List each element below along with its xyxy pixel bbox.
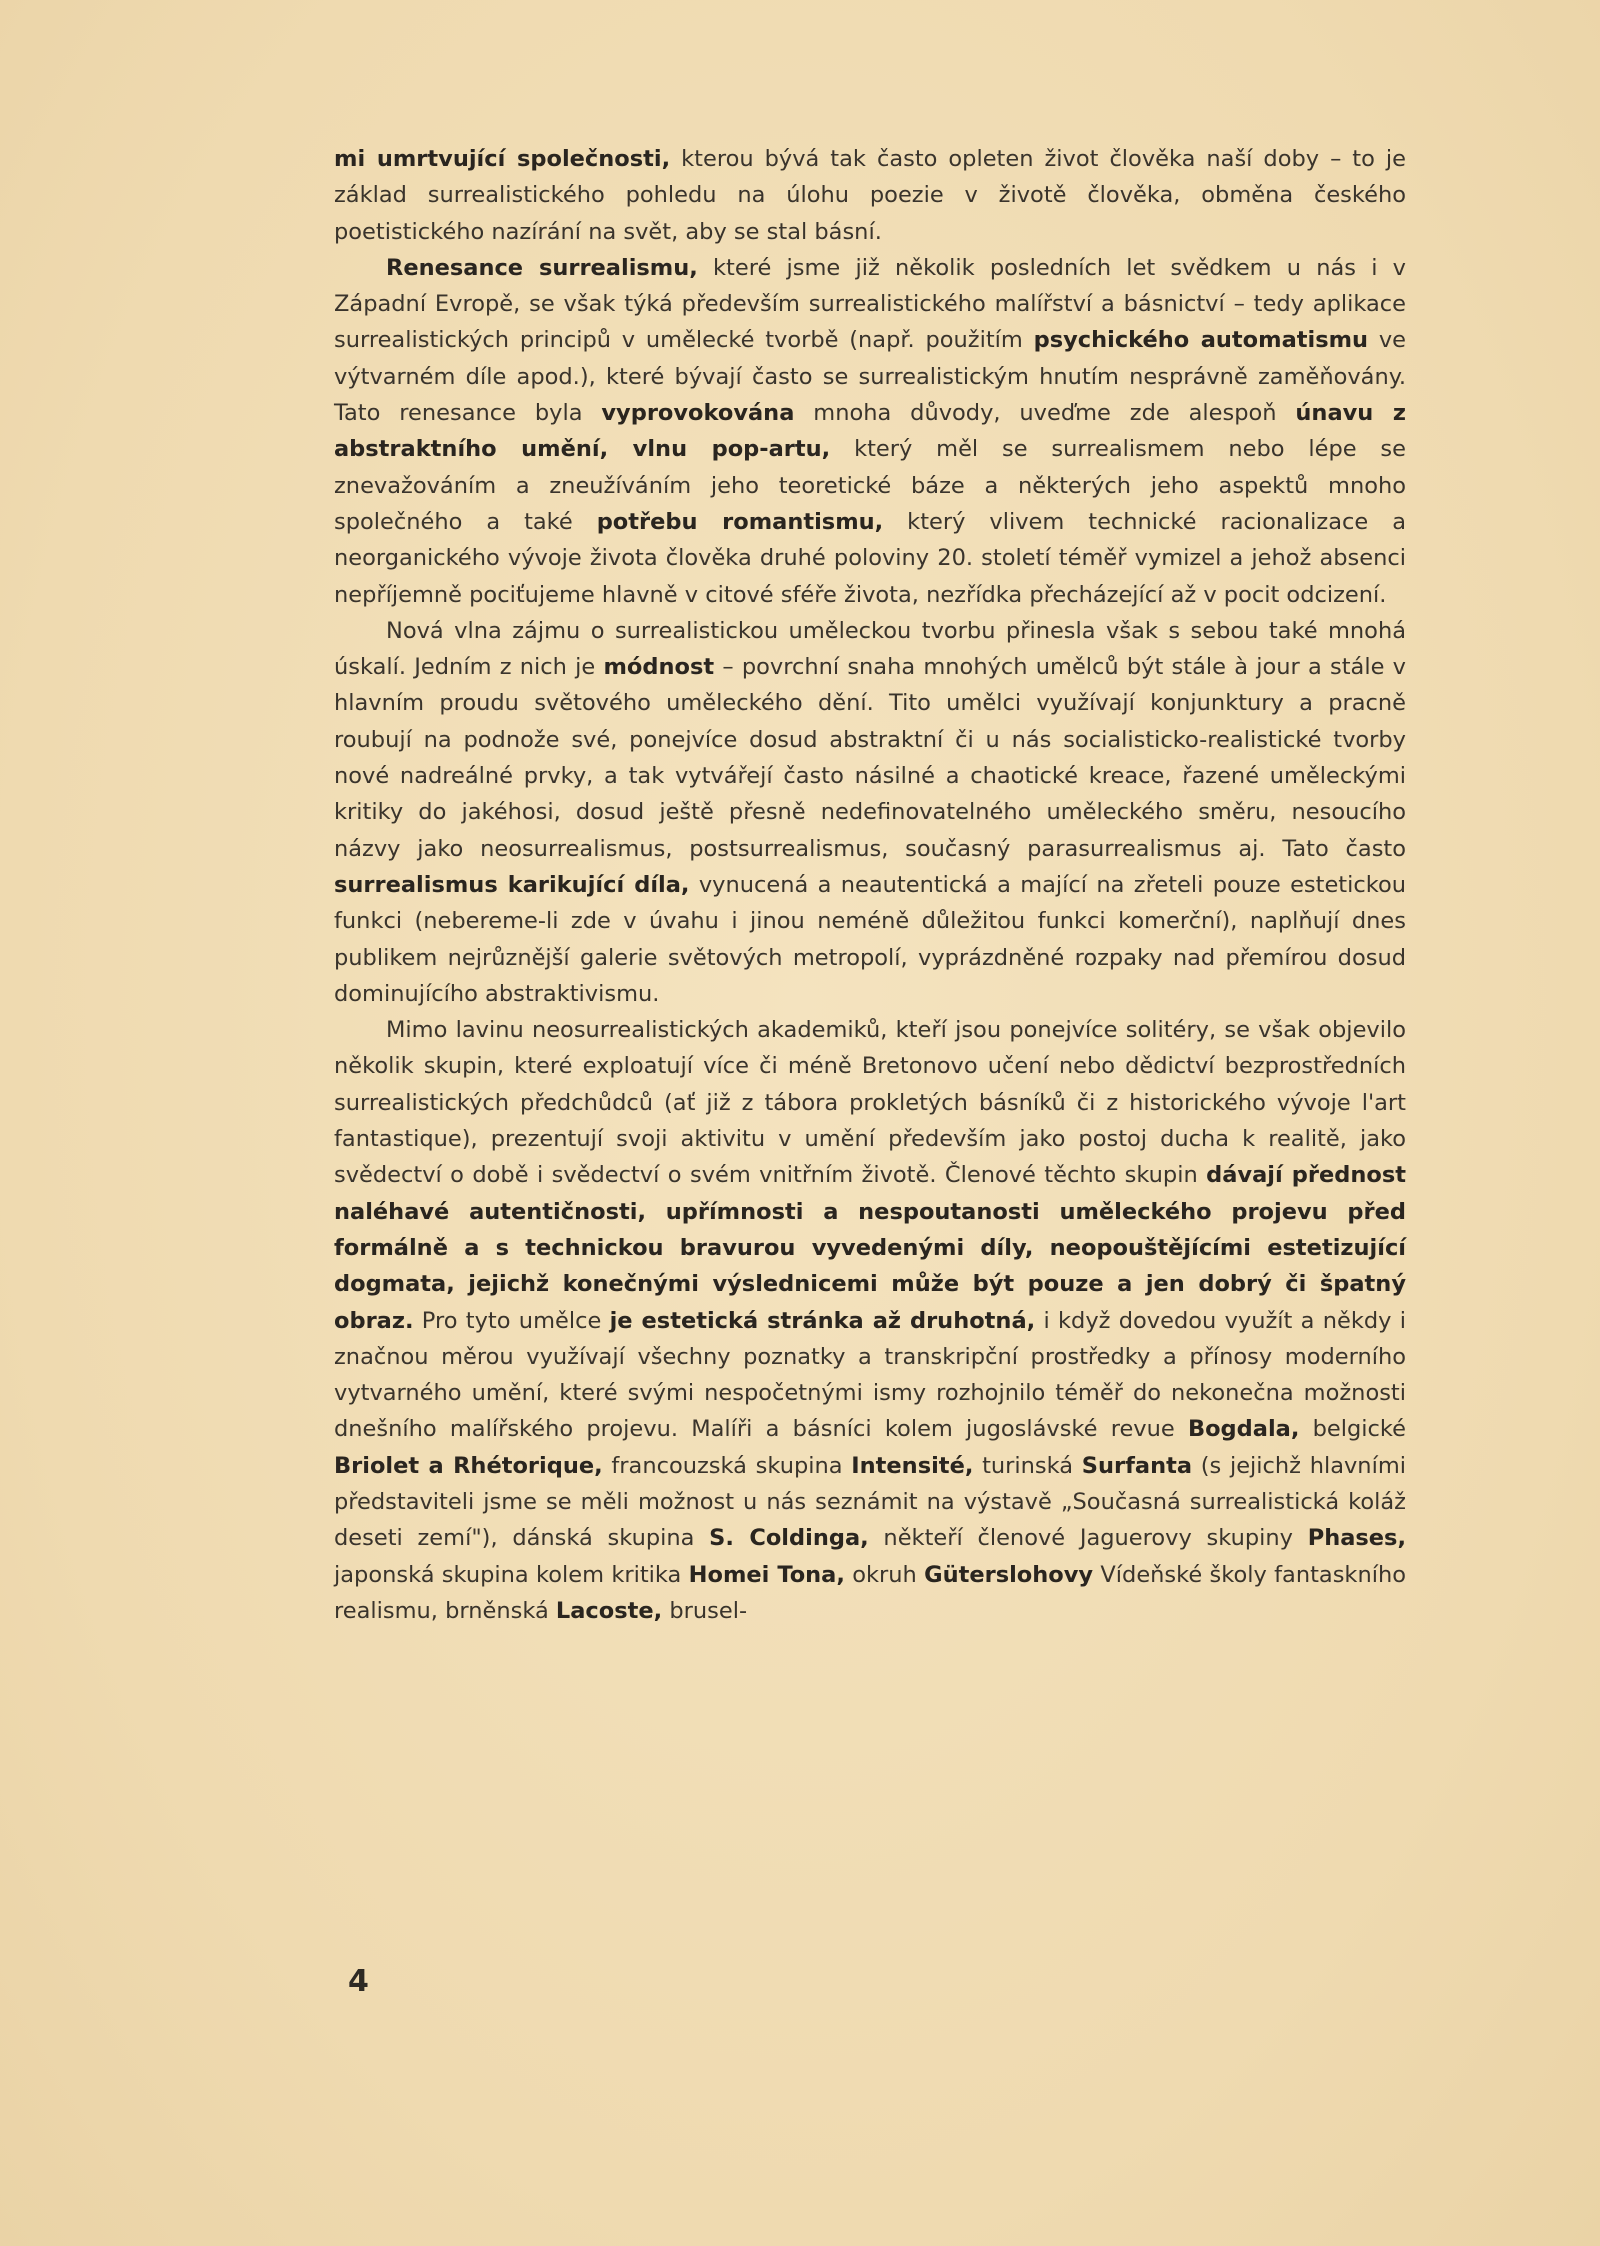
paragraph (334, 250, 1406, 613)
text-run: i když dovedou využít a někdy i značnou měrou využívají všechny poznatky a transkripční prostředky a přínosy moderního vytvarného umění, které svými nespočetnými ismy rozhojnilo téměř do nekonečna možnosti dnešního malířského projevu. Malíři a básníci kolem jugoslávské revue (334, 1307, 1406, 1443)
bold-run: únavu z abstraktního umění, vlnu pop-artu, (334, 400, 1406, 463)
text-run: francouzská skupina (602, 1452, 852, 1479)
bold-run: Lacoste, (555, 1597, 663, 1624)
text-run: – povrchní snaha mnohých umělců být stále à jour a stále v hlavním proudu světového uměleckého dění. Tito umělci využívají konjunktury a pracně roubují na podnože své, ponejvíce dosud abstraktní či u nás socialisticko-realistické tvorby nové nadreálné prvky, a tak vytvářejí často násilné a chaotické kreace, řazené uměleckými kritiky do jakéhosi, dosud ještě přesně nedefinovatelného uměleckého směru, nesoucího názvy jako neosurrealismus, postsurrealismus, současný parasurrealismus aj. Tato často (334, 654, 1406, 862)
text-run: okruh (844, 1561, 925, 1588)
text-run: který vlivem technické racionalizace a neorganického vývoje života člověka druhé poloviny 20. století téměř vymizel a jehož absenci nepříjemně pociťujeme hlavně v citové sféře života, nezřídka přecházející až v pocit odcizení. (334, 508, 1406, 608)
bold-run: mi umrtvující společnosti, (334, 146, 671, 172)
body-text (334, 141, 1406, 1629)
text-run: belgické (1299, 1416, 1406, 1443)
text-run: které jsme již několik posledních let svědkem u nás i v Západní Evropě, se však týká především surrealistického malířství a básnictví – tedy aplikace surrealistických principů v umělecké tvorbě (např. použitím (334, 254, 1406, 354)
bold-run: Güterslohovy (924, 1561, 1094, 1588)
page-number: 4 (348, 1964, 369, 1999)
bold-run: Homei Tona, (688, 1561, 845, 1588)
bold-run: vyprovokována (601, 400, 795, 427)
bold-run: Intensité, (851, 1452, 974, 1479)
bold-run: Surfanta (1081, 1452, 1193, 1479)
text-run: vynucená a neautentická a mající na zřeteli pouze estetickou funkci (nebereme-li zde v úvahu i jinou neméně důležitou funkci komerční), naplňují dnes publikem nejrůznější galerie světových metropolí, vyprázdněné rozpaky nad přemírou dosud dominujícího abstraktivismu. (334, 871, 1406, 1007)
text-run: někteří členové Jaguerovy skupiny (868, 1525, 1308, 1552)
paragraph (334, 613, 1406, 1012)
bold-run: Briolet a Rhétorique, (334, 1452, 603, 1479)
bold-run: potřebu romantismu, (596, 508, 884, 535)
bold-run: S. Coldinga, (709, 1525, 869, 1552)
text-run: mnoha důvody, uveďme zde alespoň (794, 400, 1296, 427)
text-run: brusel- (662, 1597, 748, 1624)
text-run: Nová vlna zájmu o surrealistickou uměleckou tvorbu přinesla však s sebou také mnohá úskalí. Jedním z nich je (334, 617, 1406, 681)
text-run: turinská (973, 1452, 1082, 1479)
bold-run: dávají přednost naléhavé autentičnosti, upřímnosti a nespoutanosti uměleckého projevu před formálně a s technickou bravurou vyvedenými díly, neopouštějícími estetizující dogmata, jejichž konečnými výslednicemi může být pouze a jen dobrý či špatný obraz. (334, 1162, 1406, 1334)
text-run: ve výtvarném díle apod.), které bývají často se surrealistickým hnutím nesprávně zaměňovány. Tato renesance byla (334, 327, 1407, 427)
paragraph (334, 1012, 1406, 1629)
text-run: Mimo lavinu neosurrealistických akademiků, kteří jsou ponejvíce solitéry, se však objevilo několik skupin, které exploatují více či méně Bretonovo učení nebo dědictví bezprostředních surrealistických předchůdců (ať již z tábora prokletých básníků či z historického vývoje l'art fantastique), prezentují svoji aktivitu v umění především jako postoj ducha k realitě, jako svědectví o době i svědectví o svém vnitřním životě. Členové těchto skupin (334, 1017, 1406, 1189)
bold-run: Renesance surrealismu, (386, 254, 698, 281)
bold-run: módnost (603, 654, 715, 681)
text-run: Pro tyto umělce (413, 1307, 610, 1334)
bold-run: je estetická stránka až druhotná, (609, 1307, 1036, 1334)
text-run: (s jejichž hlavními představiteli jsme se měli možnost u nás seznámit na výstavě „Současná surrealistická koláž deseti zemí"), dánská skupina (334, 1452, 1406, 1552)
text-run: Vídeňské školy fantaskního realismu, brněnská (334, 1561, 1406, 1624)
bold-run: Phases, (1307, 1525, 1406, 1552)
text-run: který měl se surrealismem nebo lépe se znevažováním a zneužíváním jeho teoretické báze a některých jeho aspektů mnoho společného a také (334, 436, 1407, 535)
paragraph (334, 141, 1406, 250)
bold-run: surrealismus karikující díla, (334, 871, 690, 898)
bold-run: psychického automatismu (1033, 327, 1369, 354)
text-run: kterou bývá tak často opleten život člověka naší doby – to je základ surrealistického pohledu na úlohu poezie v životě člověka, obměna českého poetistického nazírání na svět, aby se stal básní. (334, 146, 1406, 245)
text-run: japonská skupina kolem kritika (334, 1561, 689, 1588)
bold-run: Bogdala, (1187, 1416, 1300, 1443)
